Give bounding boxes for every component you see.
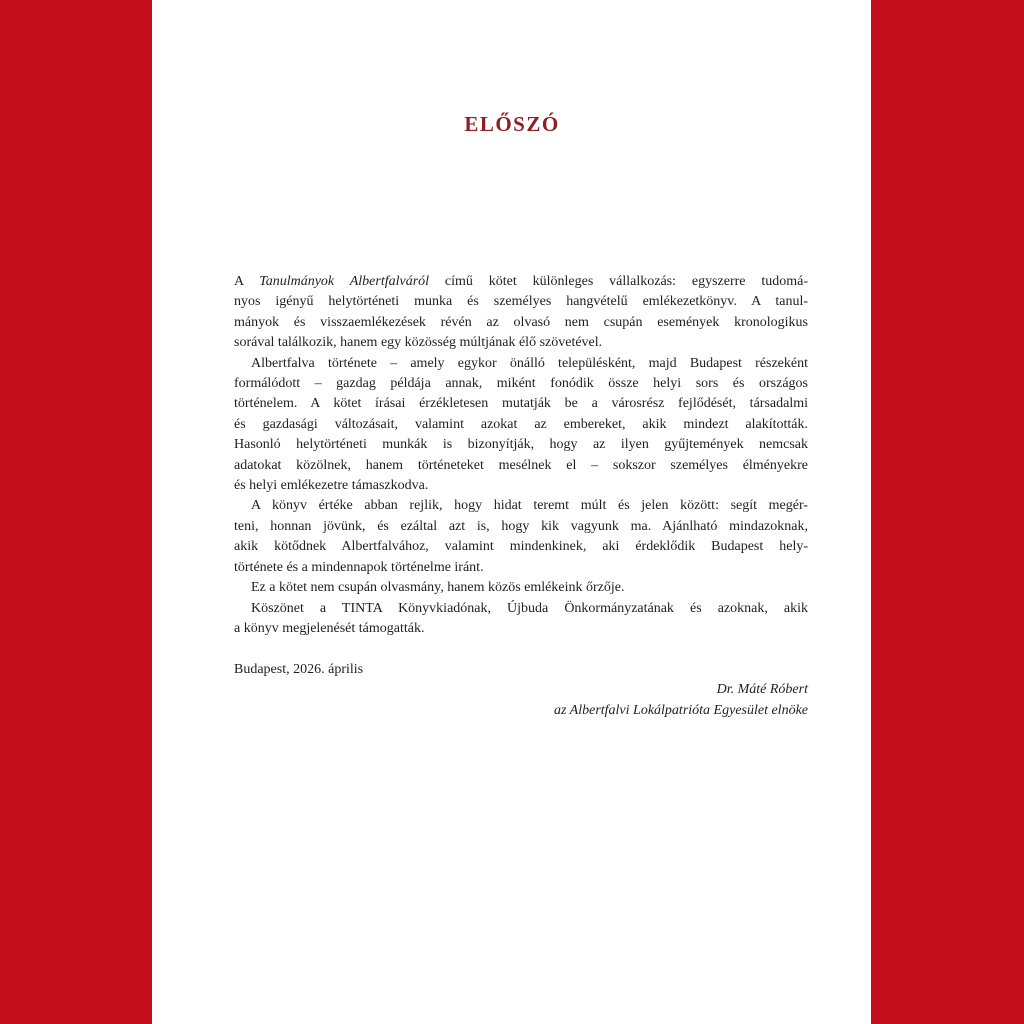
signature-name: Dr. Máté Róbert (716, 682, 808, 698)
paragraph (234, 599, 808, 640)
red-band-left (0, 0, 152, 1024)
body-line-text: című kötet különleges vállalkozás: egyszerre tudomá- (429, 274, 808, 289)
date-line: Budapest, 2026. április (234, 661, 364, 677)
body-line: története és a mindennapok történelme iránt. (234, 559, 484, 575)
body-line-text: A (234, 274, 260, 289)
book-title-italic: Tanulmányok Albertfalváról (259, 274, 430, 289)
body-line: Albertfalva története – amely egykor önálló településként, majd Budapest részeként (251, 355, 808, 371)
body-line: nyos igényű helytörténeti munka és személyes hangvételű emlékezetkönyv. A tanul- (234, 294, 808, 310)
body-line: Hasonló helytörténeti munkák is bizonyítják, hogy az ilyen gyűjtemények nemcsak (234, 437, 808, 453)
body-line: Ez a kötet nem csupán olvasmány, hanem közös emlékeink őrzője. (251, 580, 625, 596)
blank-line (234, 639, 808, 659)
body-line: történelem. A kötet írásai érzékletesen mutatják be a városrész fejlődését, társadalmi (234, 396, 808, 412)
body-line: és helyi emlékezetre támaszkodva. (234, 478, 429, 494)
body-line: adatokat közölnek, hanem történeteket mesélnek el – sokszor személyes élményekre (234, 457, 808, 473)
body-line: sorával találkozik, hanem egy közösség múltjának élő szövetével. (234, 335, 603, 351)
body-line: A könyv értéke abban rejlik, hogy hidat teremt múlt és jelen között: segít megér- (251, 498, 808, 514)
paragraph (234, 496, 808, 578)
body-line: és gazdasági változásait, valamint azokat az embereket, akik mindezt alakították. (234, 416, 808, 432)
body-line: teni, honnan jövünk, és ezáltal azt is, hogy kik vagyunk ma. Ajánlható mindazoknak, (234, 518, 808, 534)
body-line (234, 272, 808, 292)
paragraph (234, 272, 808, 354)
paragraph (234, 354, 808, 497)
body-line: Köszönet a TINTA Könyvkiadónak, Újbuda Önkormányzatának és azoknak, akik (251, 600, 808, 616)
paragraph (234, 578, 808, 598)
signature-role: az Albertfalvi Lokálpatrióta Egyesület elnöke (553, 702, 808, 718)
chapter-title: ELŐSZÓ (464, 112, 560, 136)
body-text (234, 272, 808, 721)
red-band-right (871, 0, 1024, 1024)
body-line: mányok és visszaemlékezések révén az olvasó nem csupán események kronologikus (234, 314, 808, 330)
book-page (234, 0, 808, 1024)
body-line: formálódott – gazdag példája annak, miként fonódik össze helyi sors és országos (234, 376, 808, 392)
body-line: a könyv megjelenését támogatták. (234, 620, 425, 636)
body-line: akik kötődnek Albertfalvához, valamint mindenkinek, aki érdeklődik Budapest hely- (234, 539, 808, 555)
